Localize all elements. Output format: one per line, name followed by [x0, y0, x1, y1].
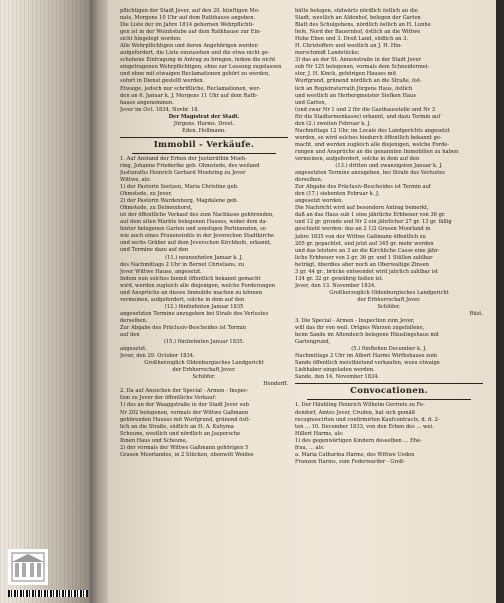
text-line: Zur Abgabe des Präclusiv-Bescheides ist Termin	[120, 324, 246, 331]
text-line: will das ihr von weil. Ortgies Warzen zugefallene,	[295, 325, 425, 332]
text-line: 2) der Pastorin Wardenburg, Magdalene geb.	[120, 198, 238, 205]
text-line: hätte belegen, südwärts nördlich östlich an die	[295, 8, 418, 14]
signers-line-1: Jürgens. Harms. Drost.	[173, 120, 235, 127]
text-line: 3. Die Special - Armen - Inspection zum Jever,	[295, 318, 415, 325]
text-line: Jever Wittwe Hause, angesetzt.	[120, 268, 202, 275]
text-line: schehene Eintragung in Antrag zu bringen, indem die nicht	[120, 57, 276, 64]
text-line: angesetzt.	[120, 346, 147, 353]
text-line: (12.) fünfzehnten Januar 1835	[164, 303, 244, 310]
text-line: (11.) neunzehnten Januar k. J.	[165, 254, 243, 261]
court-line-2: der Erbherrschaft Jever.	[172, 367, 236, 374]
text-line: Hillert Harms, als:	[295, 430, 344, 437]
court-sign-2: Rüst.	[469, 311, 483, 318]
text-line: hinter belegenen Garten und sonstigen Pertinenzien, so	[120, 226, 266, 233]
text-line: liefe, Nord der Bauernhof, östlich an die Wittwe	[295, 29, 421, 36]
text-line: derselben.	[120, 317, 148, 324]
text-line: Grasen Moorlandes, in 2 Stücken, obenwitt Weides	[120, 451, 254, 458]
text-line: für die Stadtarmenkasse) erkannt, und dazu Termin auf	[295, 113, 441, 120]
text-line: 205 gr. gepachtet, und jetzt auf 345 gr. mehr worden	[295, 240, 434, 247]
text-line: gehörenden Hauses mit Wurfgrund, grünend östl-	[120, 416, 251, 423]
text-line: Zur Abgabe des Präclusiv-Bescheides ist Termin auf	[295, 184, 431, 191]
text-line: Justizraths Heinrich Gerhard Moehring zu Jever	[120, 169, 246, 176]
section-title-convocationen: Convocationen.	[350, 386, 428, 397]
section-title-immobil: Immobil - Verkäufe.	[153, 139, 255, 150]
text-line: beim Sande im Altendeich belegene Häuslingshaus mit	[295, 332, 439, 339]
text-line: Nr 202 belegenen, vormals der Wittwe Gaßmann	[120, 409, 249, 416]
text-line: (und zwar Nr 1 und 2 für die Gasthausstelle und Nr 3	[295, 106, 435, 113]
divider	[120, 137, 288, 138]
library-logo-icon	[8, 549, 48, 585]
divider	[132, 153, 276, 154]
court-line-1: Großherzoglich Oldenburgisches Landgericht	[329, 289, 449, 296]
text-line: Stadt, westlich an Aldenhof, belegen der Garten	[295, 15, 421, 22]
text-line: 3) das an der St. Annenstraße in der Stadt Jever	[295, 57, 422, 64]
text-line: Etwaige, jedoch nur schriftliche, Reclamationen, wer-	[120, 85, 261, 92]
text-line: Jever, den 13. November 1834.	[295, 282, 376, 289]
notice-wehrpflicht	[120, 8, 288, 114]
text-line: den (2.) zweiten Februar k. J.	[295, 120, 371, 127]
text-line: (15.) fünfzehnten Januar 1835.	[163, 339, 245, 346]
text-line: nats, Morgens 10 Uhr auf dem Rathhause angeben.	[120, 15, 256, 22]
text-line: und sechs Gräber auf dem Jeverschen Kirchhofe, erkannt,	[120, 240, 272, 247]
court-sign-2: Hendorff.	[263, 381, 288, 388]
text-line: (5.) fünftehen December k. J.	[351, 346, 427, 353]
text-line: sicht hingelegt worden.	[120, 36, 182, 43]
text-line: den an 6. Januar k. J. Morgens 11 Uhr auf dem Rath-	[120, 92, 258, 99]
text-line: angesetzten Termine anzugeben bei Strafe des Verlustes	[120, 310, 269, 317]
barcode-strip	[8, 590, 88, 597]
text-line: 1) des gegenwärtigen Kindern desselben ... Ehe-	[295, 437, 422, 444]
text-line: macht, und werden zugleich alle diejenigen, welche Forde-	[295, 141, 450, 148]
text-line: vermeinen, aufgefordert, solche in dem auf den	[120, 296, 245, 303]
text-line: eingetragenen Wehrpflichtigen, ohne zur Loosung zugelassen	[120, 64, 282, 71]
text-line: Scheune, westlich und nördlich an Jaspersche	[120, 430, 241, 437]
text-line: des Nachmittags 2 Uhr in Bernet Christians, zu	[120, 261, 245, 268]
text-line: auf dem alten Markte belegenen Hauses, wobei dem da-	[120, 219, 268, 226]
notice-sale-3	[295, 318, 483, 381]
court-line-2: der Erbherrschaft Jever.	[357, 296, 421, 303]
text-line: Die Nachricht wird auf besondern Antrag bemerkt,	[295, 205, 429, 212]
text-line: worden, so wird solches hiedurch öffentlich bekannt ge-	[295, 134, 442, 141]
text-line: Gartengrund,	[295, 339, 331, 346]
page-stack-lines	[0, 0, 92, 603]
text-line: Blatt des Schulgehens, nördlich östlich an H. Lunhe	[295, 22, 431, 29]
text-line: Nachmittags 2 Uhr im Albert Harms Wirthshause zum	[295, 353, 438, 360]
court-line-1: Großherzoglich Oldenburgisches Landgericht	[144, 360, 264, 367]
text-line: 2. Da auf Ansuchen der Special - Armen - Inspec-	[120, 388, 249, 395]
text-line: beträgt, überdies aber noch an Oberwaltige Zinsen	[295, 261, 429, 268]
text-line: 1. Der Häuhling Heinrich Wilhelm Gerriets zu Fe-	[295, 402, 425, 409]
text-line: Nachmittags 12 Uhr, im Locale des Landgerichts angesetzt	[295, 127, 450, 134]
court-sign-1: Schlöfer.	[377, 303, 401, 310]
right-edge-shadow	[496, 0, 504, 603]
text-line: rungen und Ansprüche an die genannten Immobilien zu haben	[295, 148, 459, 155]
text-line: Ihnen Haus und Scheune,	[120, 437, 188, 444]
signers-line-2: Eden. Hollmann.	[182, 127, 226, 134]
text-line: Indem nun solches hiemit öffentlich bekannt gemacht	[120, 275, 261, 282]
text-line: lich an die Straße, südlich an H. A. Kuhyma	[120, 423, 234, 430]
text-line: lich an Registraturrath Jürgens Haus, östlich	[295, 85, 413, 92]
text-line: Wurfgrund, grünend nördlich an die Straße, öst-	[295, 78, 422, 85]
text-line: Jever, den 29. October 1834.	[120, 353, 195, 360]
text-line: Franzen Harms, zum Federwarder - Groß-	[295, 458, 406, 465]
text-line: Ohmstede, zu Delmenhorst,	[120, 205, 193, 212]
text-line: tion zu Jever der öffentliche Verkauf:	[120, 395, 217, 402]
text-line: H. Christoffers und westlich an J. H. Hin-	[295, 43, 402, 50]
text-line: Wittwe, als:	[120, 176, 151, 183]
text-line: und Ansprüche an dieses Immobile machen zu können	[120, 289, 263, 296]
text-line: und 12 gr. grunde und Nr 2 ein jährlicher 27 gr. 13 gr. fällig	[295, 219, 452, 226]
divider	[295, 383, 483, 384]
text-line: Sande, den 14. November 1834.	[295, 374, 380, 381]
divider	[307, 399, 471, 400]
text-line: gen ist in der Weinhstube auf dem Rathhause zur Ein-	[120, 29, 262, 36]
court-sign-1: Schlöfer.	[192, 374, 216, 381]
text-line: 3 gr. 44 gr., brücke entwendet wird jahrlich zahlbar ist	[295, 268, 439, 275]
text-line: derselben.	[295, 177, 323, 184]
text-line: Alle Wehrpflichtigen und deren Angehörigen werden	[120, 43, 258, 50]
text-line: daß an das Haus sub 1 eine jährliche Erbheuer von 36 gr.	[295, 212, 446, 219]
text-line: auf den	[120, 332, 140, 339]
text-line: und ohne mit etwaigen Reclamationen gehört zu werden,	[120, 71, 270, 78]
text-line: Jever im Oct. 1834, Novbr. 18.	[120, 106, 200, 113]
text-line: ten ... 10. December 1833, von den Erben des ... wei.	[295, 423, 434, 430]
text-line: 134 gr. 32 gr. gewährig ließen ist.	[295, 275, 384, 282]
text-line: und westlich an Herbergmeister Siefken Haus	[295, 92, 416, 99]
text-line: Hohe Eben und 3. Dreß Land, südlich an 3.	[295, 36, 408, 43]
notice-sale-2-continued	[295, 8, 483, 290]
text-line: geschieht werden: das an 2 1/2 Grasen Moorland in	[295, 226, 431, 233]
text-line: und das letztere an 3 an die Kirchliche Casse eine jähr-	[295, 247, 440, 254]
text-line: aufgefordert, die Liste einzusehen und die etwa nicht ge-	[120, 50, 270, 57]
text-line: liche Erbheuer von 2 gr. 36 gr. und 1 Stüllen zahlbar	[295, 254, 433, 261]
text-line: ist der öffentliche Verkauf des zum Nachlasse gehörenden,	[120, 212, 274, 219]
text-line: 1) des an der Waaggstraße in der Stadt Jever sub	[120, 402, 249, 409]
text-line: wird, werden zugleich alle diejenigen, welche Forderungen	[120, 282, 276, 289]
text-line: ster, J. H. Kinck, gehörigen Hauses mit	[295, 71, 397, 78]
right-column	[295, 8, 483, 466]
text-line: angesetzten Termine anzugeben, bei Strafe des Verlustes	[295, 170, 445, 177]
text-line: 1) der Pastorin Seetzen, Maria Christine geb.	[120, 184, 239, 191]
text-line: Die Liste der im Jahre 1814 gebornen Wehrpflichti-	[120, 22, 254, 29]
text-line: Ohmstede, zu Jever,	[120, 191, 172, 198]
text-line: angesetzt worden.	[295, 198, 344, 205]
left-column	[120, 8, 288, 459]
text-line: merschmidt Landstücke;	[295, 50, 360, 57]
text-line: recognoscirten und confirmirten Kaufcontracts, d. d. 2-	[295, 416, 440, 423]
text-line: Sande öffentlich meistbietend verkaufen, wozu etwaige	[295, 360, 440, 367]
notice-convocation-1	[295, 402, 483, 465]
text-line: den (17.) siebenten Februar k. J.	[295, 191, 380, 198]
text-line: Jahre 1835 von der Wittwe Gaßmann öffentlich zu	[295, 233, 426, 240]
text-line: 1. Auf Anstand der Erben der Justizräthin Moeh-	[120, 155, 247, 162]
text-line: sub Nr 125 belegenen, vormals dem Schneidermei-	[295, 64, 430, 71]
text-line: (13.) dritten und zwanzigsten Januar k. J.	[335, 163, 443, 170]
text-line: dendorf, Amtes Jever, Cruden, hat sich gemäß	[295, 409, 416, 416]
magistrat-line: Der Magistrat der Stadt.	[168, 113, 240, 120]
text-line: Liebhaber eingeladen werden.	[295, 367, 375, 374]
notice-sale-1	[120, 156, 288, 360]
text-line: frau, ... als:	[295, 444, 325, 451]
text-line: vermeinen, aufgefordert, solche in dem auf den	[295, 155, 420, 162]
text-line: und Garten,	[295, 99, 327, 106]
text-line: und Termine dazu auf den	[120, 247, 189, 254]
notice-sale-2	[120, 388, 288, 458]
text-line: ring, Johanne Friederike geb. Ohmstede, des weiland	[120, 162, 260, 169]
text-line: pflichtigen der Stadt Jever, auf den 20. künftigen Mo-	[120, 8, 260, 14]
text-line: a. Maria Catharina Harms, des Wittwe Ueden	[295, 451, 415, 458]
text-line: hause angenommen.	[120, 99, 174, 106]
text-line: wie auch eines Frauenstuhls in der Jeverschen Stadtkirche	[120, 233, 275, 240]
text-line: 2) der vormals der Wittwe Gaßmann gehörigen 5	[120, 444, 249, 451]
text-line: sofort in Dienst gestellt werden.	[120, 78, 205, 85]
